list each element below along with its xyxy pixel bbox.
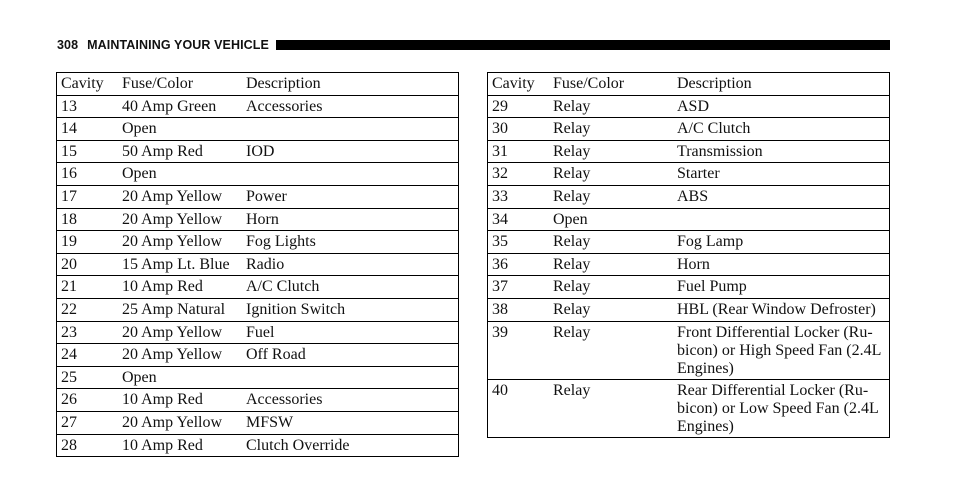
description-cell: ABS xyxy=(677,187,709,205)
cavity-cell: 31 xyxy=(492,142,508,160)
page-header xyxy=(57,38,890,52)
table-row xyxy=(57,253,459,276)
table-row xyxy=(488,231,890,254)
table-row xyxy=(488,321,890,379)
cavity-cell: 30 xyxy=(492,120,508,138)
description-cell: Fuel xyxy=(246,323,275,341)
fuse-color-cell: Open xyxy=(122,165,157,183)
table-row xyxy=(57,185,459,208)
fuse-color-cell: 10 Amp Red xyxy=(122,278,203,296)
fuse-color-cell: 20 Amp Yellow xyxy=(122,210,223,228)
table-row xyxy=(57,366,459,389)
cavity-cell: 20 xyxy=(61,255,77,273)
cavity-cell: 25 xyxy=(61,368,77,386)
cavity-cell: 21 xyxy=(61,278,77,296)
description-cell xyxy=(677,211,889,229)
cavity-cell: 39 xyxy=(492,323,508,341)
table-row xyxy=(57,276,459,299)
table-row xyxy=(57,389,459,412)
cavity-cell: 35 xyxy=(492,233,508,251)
description-cell: Transmission xyxy=(677,142,763,160)
table-row xyxy=(57,140,459,163)
table-row xyxy=(57,208,459,231)
fuse-color-cell: Relay xyxy=(553,187,591,205)
cavity-cell: 29 xyxy=(492,97,508,115)
column-header-fuse: Fuse/Color xyxy=(122,75,194,92)
fuse-color-cell: 10 Amp Red xyxy=(122,436,203,454)
fuse-color-cell: Open xyxy=(553,210,588,228)
description-cell: Ignition Switch xyxy=(246,300,346,318)
fuse-color-cell: 20 Amp Yellow xyxy=(122,233,223,251)
fuse-table-right xyxy=(487,72,890,438)
table-row xyxy=(488,163,890,186)
fuse-color-cell: Relay xyxy=(553,97,591,115)
cavity-cell: 28 xyxy=(61,436,77,454)
fuse-color-cell: Relay xyxy=(553,165,591,183)
fuse-color-cell: 20 Amp Yellow xyxy=(122,346,223,364)
description-cell: Accessories xyxy=(246,97,323,115)
description-cell: ASD xyxy=(677,97,710,115)
table-row xyxy=(57,298,459,321)
fuse-color-cell: 20 Amp Yellow xyxy=(122,323,223,341)
description-cell: Radio xyxy=(246,255,285,273)
fuse-color-cell: Relay xyxy=(553,278,591,296)
column-header-cavity: Cavity xyxy=(492,75,535,92)
table-row xyxy=(488,208,890,231)
fuse-color-cell: Relay xyxy=(553,381,591,399)
table-header-row xyxy=(57,73,459,96)
fuse-color-cell: Relay xyxy=(553,120,591,138)
table-row xyxy=(488,95,890,118)
cavity-cell: 15 xyxy=(61,142,77,160)
table-row xyxy=(488,379,890,437)
table-row xyxy=(57,95,459,118)
cavity-cell: 40 xyxy=(492,381,508,399)
table-row xyxy=(488,276,890,299)
cavity-cell: 22 xyxy=(61,300,77,318)
fuse-color-cell: 10 Amp Red xyxy=(122,391,203,409)
table-row xyxy=(488,140,890,163)
cavity-cell: 14 xyxy=(61,120,77,138)
description-cell: A/C Clutch xyxy=(246,278,320,296)
description-cell: Clutch Override xyxy=(246,436,350,454)
table-row xyxy=(488,253,890,276)
fuse-color-cell: 50 Amp Red xyxy=(122,142,203,160)
table-row xyxy=(488,298,890,321)
description-cell: Fog Lights xyxy=(246,233,316,251)
fuse-color-cell: Open xyxy=(122,120,157,138)
fuse-color-cell: Relay xyxy=(553,255,591,273)
description-cell: A/C Clutch xyxy=(677,120,751,138)
fuse-table-left xyxy=(56,72,459,457)
table-row xyxy=(57,118,459,141)
description-cell: Starter xyxy=(677,165,720,183)
cavity-cell: 24 xyxy=(61,346,77,364)
fuse-color-cell: 25 Amp Natural xyxy=(122,300,226,318)
fuse-color-cell: Relay xyxy=(553,233,591,251)
fuse-color-cell: Relay xyxy=(553,142,591,160)
cavity-cell: 32 xyxy=(492,165,508,183)
table-row xyxy=(57,321,459,344)
cavity-cell: 36 xyxy=(492,255,508,273)
column-header-cavity: Cavity xyxy=(61,75,104,92)
description-cell: Fog Lamp xyxy=(677,233,744,251)
column-header-description: Description xyxy=(246,75,321,92)
fuse-color-cell: Relay xyxy=(553,323,591,341)
cavity-cell: 23 xyxy=(61,323,77,341)
fuse-color-cell: Open xyxy=(122,368,157,386)
table-row xyxy=(57,231,459,254)
description-cell: HBL (Rear Window Defroster) xyxy=(677,300,876,318)
description-cell: Front Differential Locker (Ru-bicon) or High Speed Fan (2.4L Engines) xyxy=(677,323,881,377)
column-header-fuse: Fuse/Color xyxy=(553,75,625,92)
section-title: MAINTAINING YOUR VEHICLE xyxy=(87,38,269,52)
fuse-color-cell: 15 Amp Lt. Blue xyxy=(122,255,230,273)
cavity-cell: 17 xyxy=(61,187,77,205)
cavity-cell: 34 xyxy=(492,210,508,228)
cavity-cell: 33 xyxy=(492,187,508,205)
description-cell xyxy=(246,165,458,183)
table-row xyxy=(57,434,459,457)
cavity-cell: 16 xyxy=(61,165,77,183)
description-cell: Rear Differential Locker (Ru-bicon) or Low Speed Fan (2.4L Engines) xyxy=(677,381,879,435)
table-row xyxy=(57,163,459,186)
cavity-cell: 18 xyxy=(61,210,77,228)
description-cell: Horn xyxy=(246,210,279,228)
description-cell: MFSW xyxy=(246,413,294,431)
fuse-color-cell: 20 Amp Yellow xyxy=(122,187,223,205)
fuse-color-cell: 40 Amp Green xyxy=(122,97,217,115)
header-rule xyxy=(276,40,890,50)
description-cell: Off Road xyxy=(246,346,306,364)
cavity-cell: 19 xyxy=(61,233,77,251)
fuse-color-cell: 20 Amp Yellow xyxy=(122,413,223,431)
description-cell xyxy=(246,369,458,387)
table-row xyxy=(488,118,890,141)
column-header-description: Description xyxy=(677,75,752,92)
table-row xyxy=(57,411,459,434)
table-row xyxy=(57,344,459,367)
table-header-row xyxy=(488,73,890,96)
description-cell: Horn xyxy=(677,255,710,273)
description-cell: Fuel Pump xyxy=(677,278,747,296)
description-cell xyxy=(246,120,458,138)
cavity-cell: 26 xyxy=(61,391,77,409)
description-cell: Accessories xyxy=(246,391,323,409)
cavity-cell: 27 xyxy=(61,413,77,431)
cavity-cell: 37 xyxy=(492,278,508,296)
fuse-color-cell: Relay xyxy=(553,300,591,318)
table-row xyxy=(488,185,890,208)
cavity-cell: 13 xyxy=(61,97,77,115)
page-number: 308 xyxy=(57,38,79,52)
description-cell: Power xyxy=(246,187,287,205)
cavity-cell: 38 xyxy=(492,300,508,318)
description-cell: IOD xyxy=(246,142,275,160)
